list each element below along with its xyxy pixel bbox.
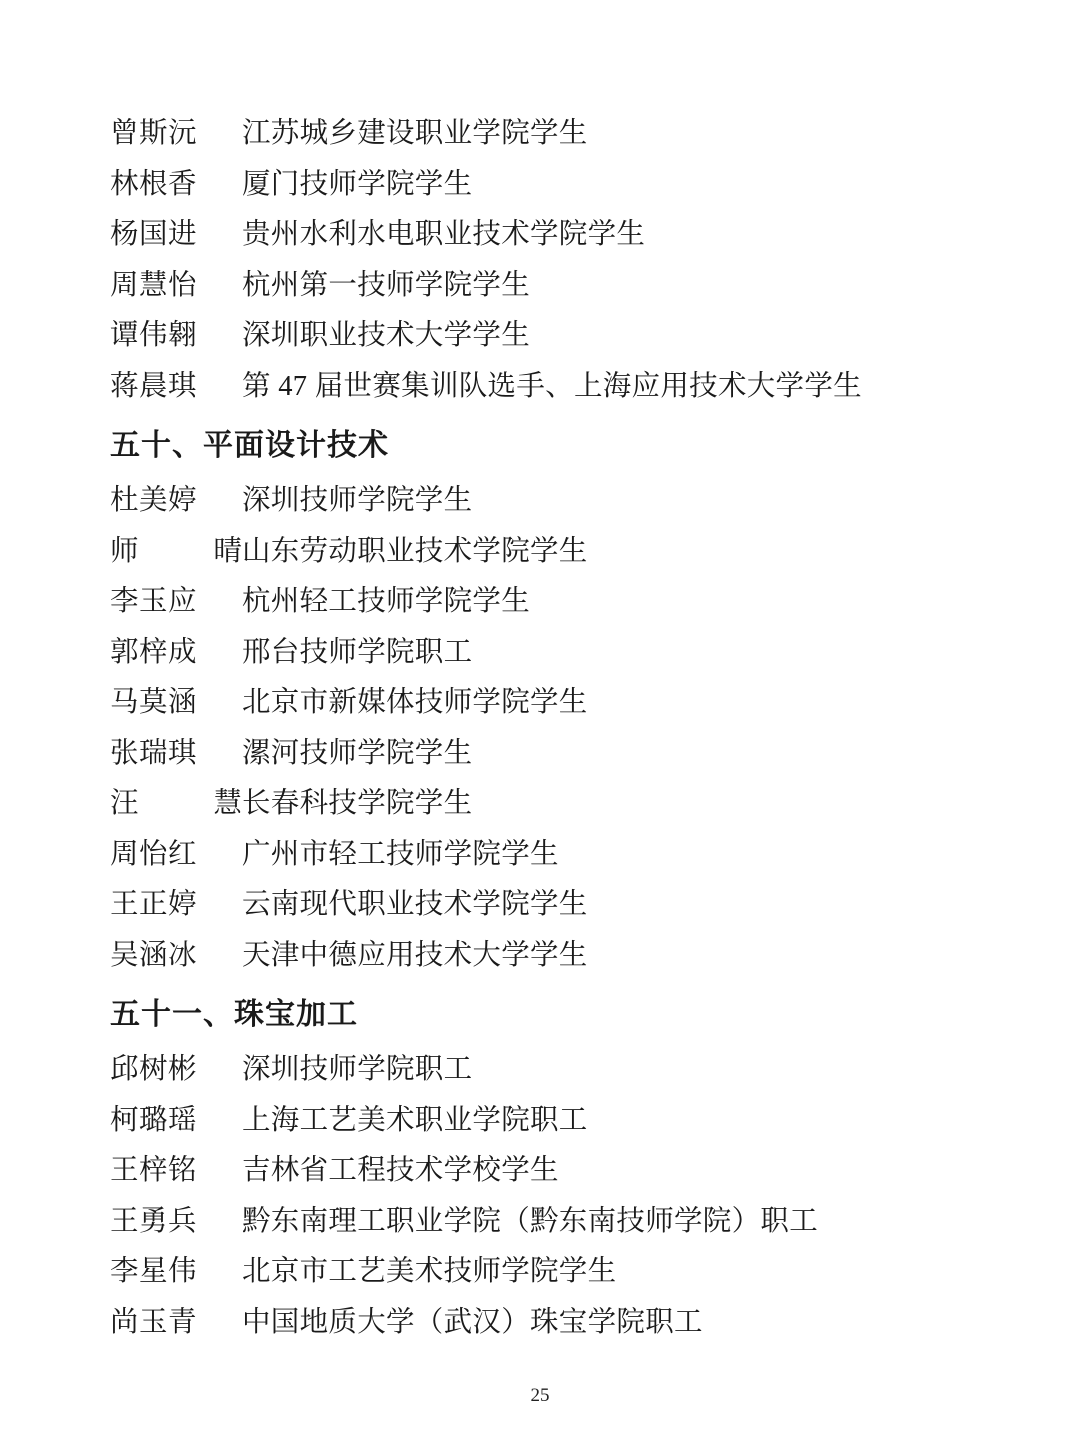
person-name: 郭梓成 (110, 636, 198, 668)
person-affiliation: 天津中德应用技术大学学生 (242, 939, 588, 971)
person-affiliation: 云南现代职业技术学院学生 (242, 889, 588, 920)
person-affiliation: 厦门技师学院学生 (242, 168, 473, 200)
list-item (110, 269, 970, 301)
person-name: 杜美婷 (110, 485, 198, 516)
list-item (110, 168, 970, 200)
person-name: 王梓铭 (110, 1155, 198, 1186)
person-name: 柯璐瑶 (110, 1104, 198, 1136)
person-name: 周怡红 (110, 838, 198, 870)
person-name-text: 师 晴 (110, 535, 242, 567)
list-item (110, 1205, 970, 1237)
list-item (110, 1258, 970, 1287)
list-item (110, 120, 970, 149)
list-item (110, 790, 970, 819)
person-affiliation: 杭州轻工技师学院学生 (242, 586, 531, 617)
person-name: 周慧怡 (110, 269, 198, 301)
person-affiliation: 广州市轻工技师学院学生 (242, 838, 559, 870)
page-number: 25 (530, 1385, 550, 1406)
person-name (110, 535, 242, 567)
list-item (110, 838, 970, 870)
person-name: 尚玉青 (110, 1306, 198, 1338)
section-title: 五十、平面设计技术 (110, 428, 389, 463)
list-item (110, 487, 970, 516)
person-name: 吴涵冰 (110, 939, 198, 971)
person-affiliation: 深圳技师学院学生 (242, 485, 473, 516)
person-affiliation: 山东劳动职业技术学院学生 (242, 535, 588, 567)
person-name (110, 790, 242, 819)
person-affiliation: 北京市工艺美术技师学院学生 (242, 1256, 617, 1287)
person-name: 李星伟 (110, 1256, 198, 1287)
person-name: 王勇兵 (110, 1205, 198, 1237)
person-affiliation: 深圳技师学院职工 (242, 1054, 473, 1085)
person-name: 谭伟翱 (110, 320, 198, 351)
person-affiliation: 贵州水利水电职业技术学院学生 (242, 219, 646, 250)
person-affiliation: 黔东南理工职业学院（黔东南技师学院）职工 (242, 1205, 819, 1237)
person-name: 杨国进 (110, 219, 198, 250)
person-name: 李玉应 (110, 586, 198, 617)
person-affiliation: 邢台技师学院职工 (242, 636, 473, 668)
person-name: 曾斯沅 (110, 118, 198, 149)
person-affiliation: 吉林省工程技术学校学生 (242, 1155, 559, 1186)
list-item (110, 1306, 970, 1338)
list-item (110, 1157, 970, 1186)
list-item (110, 1056, 970, 1085)
list-item (110, 939, 970, 971)
page-content (110, 120, 970, 1337)
person-name-text: 汪 慧 (110, 788, 242, 819)
person-name: 邱树彬 (110, 1054, 198, 1085)
list-item (110, 737, 970, 769)
list-item (110, 891, 970, 920)
list-item (110, 221, 970, 250)
person-affiliation: 北京市新媒体技师学院学生 (242, 687, 588, 718)
person-affiliation: 中国地质大学（武汉）珠宝学院职工 (242, 1306, 703, 1338)
person-name: 王正婷 (110, 889, 198, 920)
person-affiliation: 深圳职业技术大学学生 (242, 320, 531, 351)
person-name: 蒋晨琪 (110, 370, 198, 402)
list-item (110, 535, 970, 567)
person-affiliation: 杭州第一技师学院学生 (242, 269, 531, 301)
person-affiliation: 漯河技师学院学生 (242, 737, 473, 769)
person-name: 马莫涵 (110, 687, 198, 718)
person-affiliation: 上海工艺美术职业学院职工 (242, 1104, 588, 1136)
person-affiliation: 江苏城乡建设职业学院学生 (242, 118, 588, 149)
person-affiliation: 第 47 届世赛集训队选手、上海应用技术大学学生 (242, 370, 862, 402)
list-item (110, 1104, 970, 1136)
person-name: 林根香 (110, 168, 198, 200)
person-name: 张瑞琪 (110, 737, 198, 769)
list-item (110, 636, 970, 668)
list-item (110, 588, 970, 617)
person-affiliation: 长春科技学院学生 (242, 788, 473, 819)
list-item (110, 322, 970, 351)
section-title: 五十一、珠宝加工 (110, 997, 358, 1032)
list-item (110, 689, 970, 718)
list-item (110, 370, 970, 402)
